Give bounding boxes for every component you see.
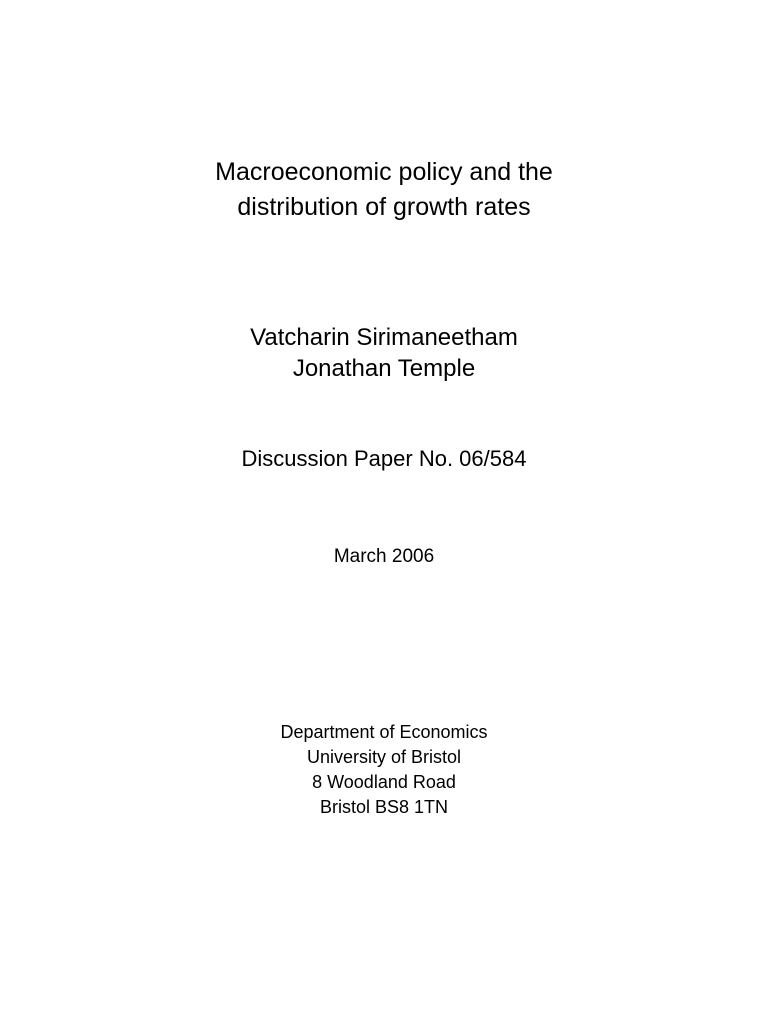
author-name: Jonathan Temple (292, 355, 476, 382)
author-list (0, 322, 768, 384)
address-line: Bristol BS8 1TN (319, 797, 449, 817)
title-line: distribution of growth rates (237, 193, 531, 221)
address-line: 8 Woodland Road (312, 772, 456, 792)
institution-address (0, 720, 768, 820)
title-line: Macroeconomic policy and the (215, 158, 553, 186)
address-line: Department of Economics (280, 722, 488, 742)
discussion-paper-number: Discussion Paper No. 06/584 (241, 446, 527, 471)
publication-date: March 2006 (333, 546, 435, 567)
address-line: University of Bristol (306, 747, 462, 767)
paper-title (0, 155, 768, 225)
author-name: Vatcharin Sirimaneetham (250, 324, 518, 351)
